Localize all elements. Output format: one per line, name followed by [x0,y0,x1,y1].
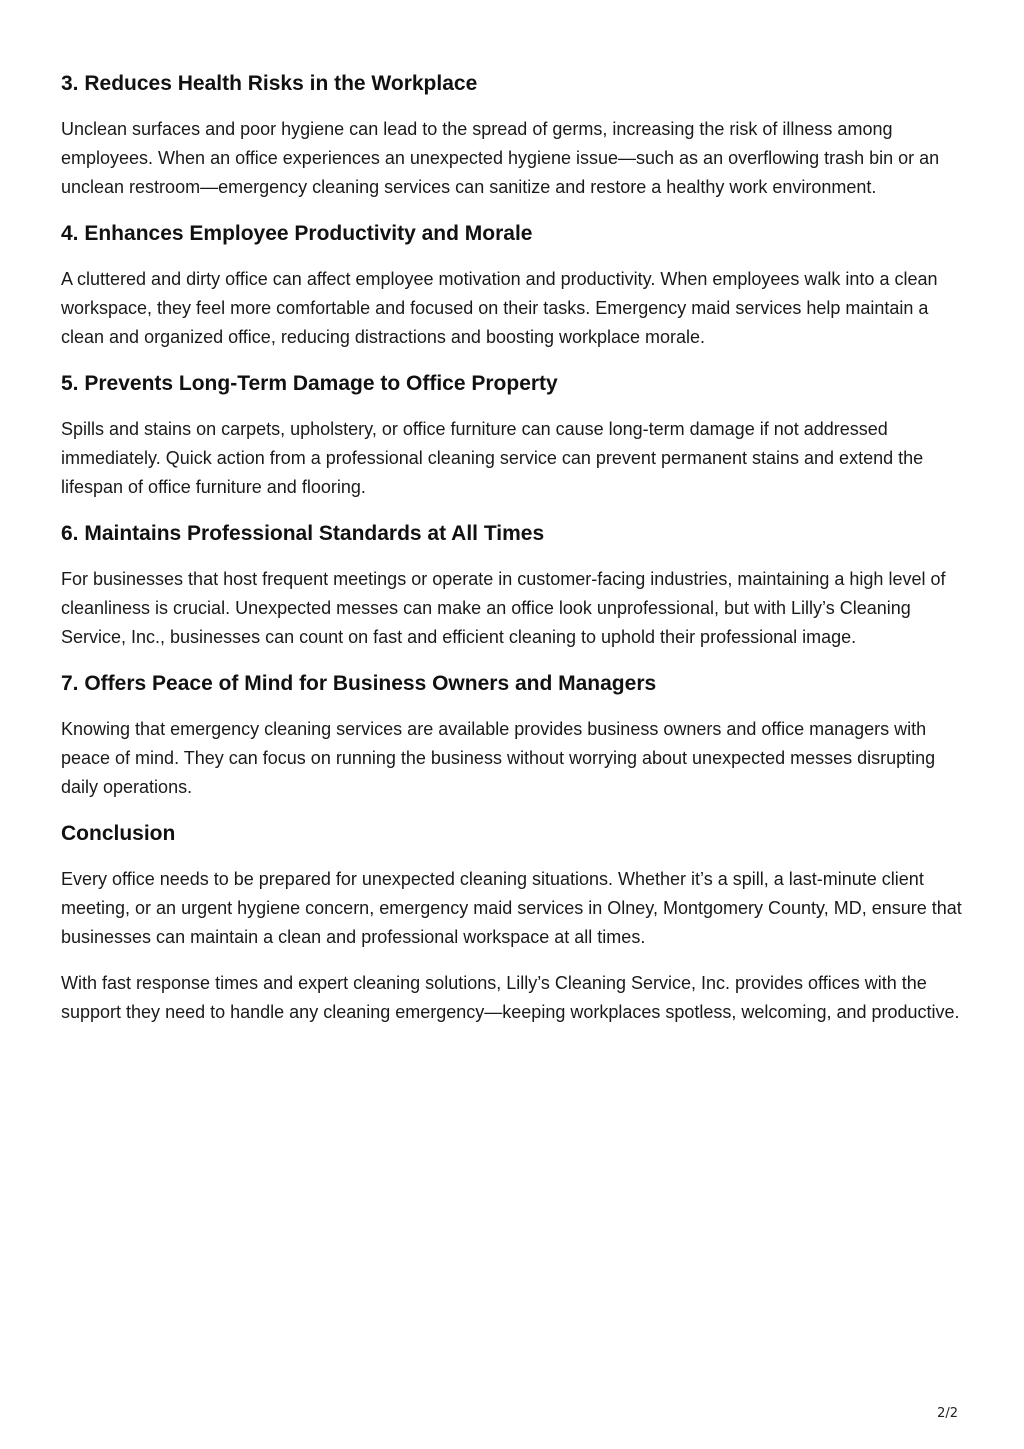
section-paragraph: Spills and stains on carpets, upholstery, or office furniture can cause long-term damage if not addressed immediately. Quick action from a professional cleaning service can prevent permanent stains and extend the lifespan of office furniture and flooring. [61,419,924,497]
section-heading-productivity: 4. Enhances Employee Productivity and Morale [61,222,533,245]
section-heading-peace-of-mind: 7. Offers Peace of Mind for Business Owners and Managers [61,672,657,695]
section-paragraph: For businesses that host frequent meetings or operate in customer-facing industries, maintaining a high level of cleanliness is crucial. Unexpected messes can make an office look unprofessional, but with Lilly’s Cleaning Service, Inc., businesses can count on fast and efficient cleaning to uphold their professional image. [61,569,946,647]
section-paragraph: A cluttered and dirty office can affect employee motivation and productivity. When employees walk into a clean workspace, they feel more comfortable and focused on their tasks. Emergency maid services help maintain a clean and organized office, reducing distractions and boosting workplace morale. [61,269,938,347]
section-heading-conclusion: Conclusion [61,822,176,845]
document-body [61,69,966,1044]
section-heading-health-risks: 3. Reduces Health Risks in the Workplace [61,72,478,95]
section-heading-professional-standards: 6. Maintains Professional Standards at All Times [61,522,545,545]
section-heading-property-damage: 5. Prevents Long-Term Damage to Office Property [61,372,558,395]
conclusion-paragraph: With fast response times and expert cleaning solutions, Lilly’s Cleaning Service, Inc. provides offices with the support they need to handle any cleaning emergency—keeping workplaces spotless, welcoming, and productive. [61,973,960,1022]
page-number: 2/2 [937,1406,958,1421]
section-paragraph: Knowing that emergency cleaning services are available provides business owners and office managers with peace of mind. They can focus on running the business without worrying about unexpected messes disrupting daily operations. [61,719,936,797]
section-paragraph: Unclean surfaces and poor hygiene can lead to the spread of germs, increasing the risk of illness among employees. When an office experiences an unexpected hygiene issue—such as an overflowing trash bin or an unclean restroom—emergency cleaning services can sanitize and restore a healthy work environment. [61,119,940,197]
conclusion-paragraph: Every office needs to be prepared for unexpected cleaning situations. Whether it’s a spill, a last-minute client meeting, or an urgent hygiene concern, emergency maid services in Olney, Montgomery County, MD, ensure that businesses can maintain a clean and professional workspace at all times. [61,869,962,947]
